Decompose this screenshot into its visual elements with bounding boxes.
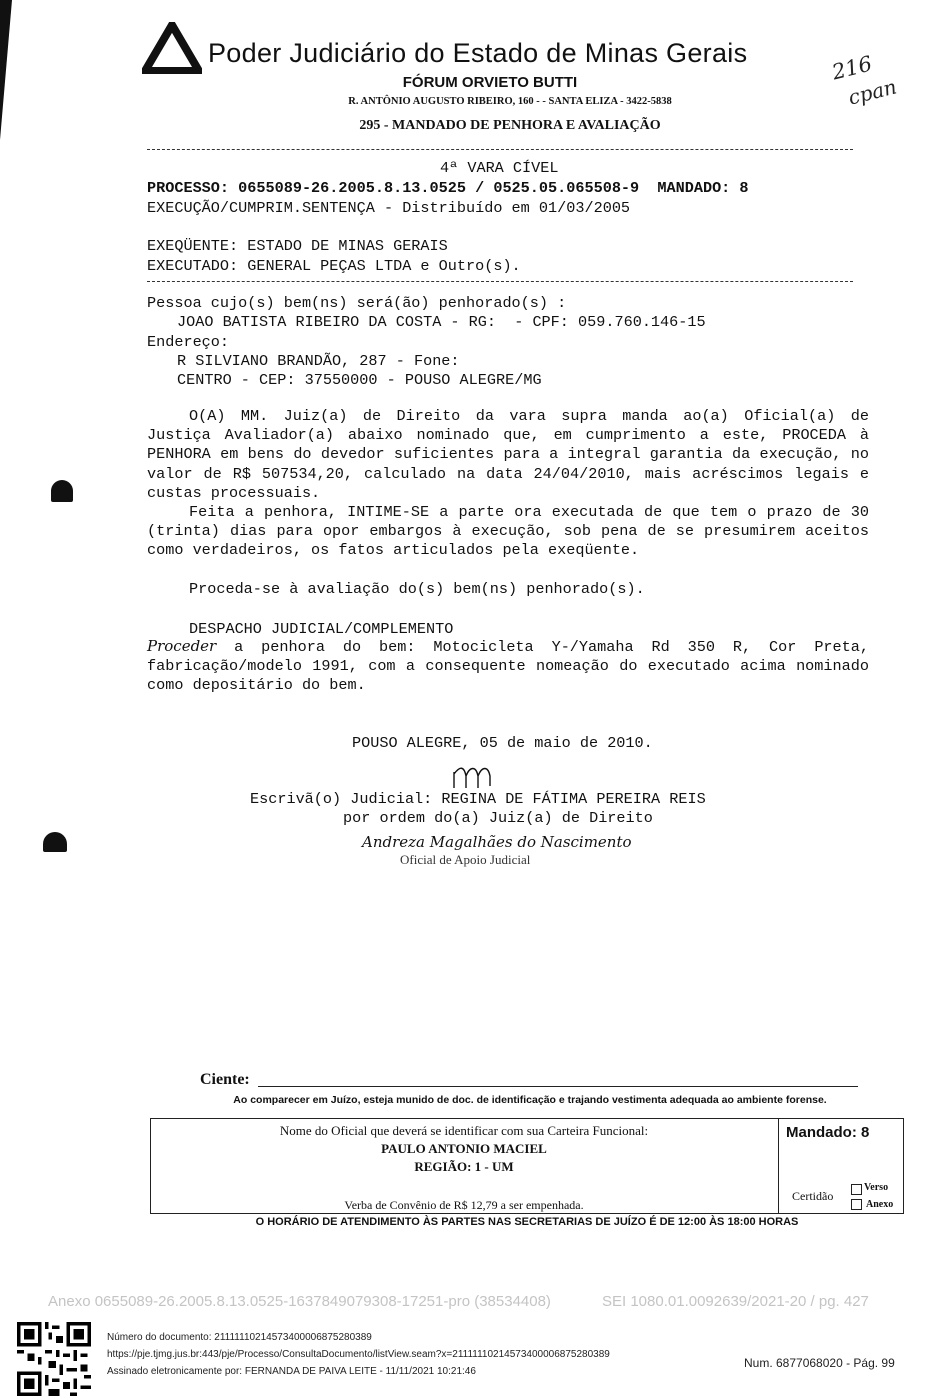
dispatch-title: DESPACHO JUDICIAL/COMPLEMENTO: [189, 620, 454, 638]
officer-region: REGIÃO: 1 - UM: [414, 1159, 514, 1174]
verso-checkbox[interactable]: [851, 1184, 862, 1195]
forum-address: R. ANTÔNIO AUGUSTO RIBEIRO, 160 - - SANTA ELIZA - 3422-5838: [348, 96, 672, 107]
court-division: 4ª VARA CÍVEL: [440, 159, 559, 177]
place-date: POUSO ALEGRE, 05 de maio de 2010.: [352, 734, 653, 752]
margin-annotation: 216: [829, 51, 875, 85]
order-line: por ordem do(a) Juiz(a) de Direito: [343, 809, 653, 827]
ciente-note: Ao comparecer em Juízo, esteja munido de doc. de identificação e trajando vestimenta adequada ao ambiente forense.: [233, 1094, 827, 1106]
fee-note: Verba de Convênio de R$ 12,79 a ser empenhada.: [344, 1198, 584, 1212]
qr-code-icon: [17, 1322, 91, 1396]
dispatch-text: Proceder a penhora do bem: Motocicleta Y-/Yamaha Rd 350 R, Cor Preta, fabricação/modelo 1991, com a consequente nomeação do executado acima nominado como depositário do bem.: [147, 637, 869, 695]
box-heading: Nome do Oficial que deverá se identificar com sua Carteira Funcional:: [279, 1123, 649, 1138]
person-intro: Pessoa cujo(s) bem(ns) será(ão) penhorado(s) :: [147, 294, 567, 312]
order-paragraph-2: Feita a penhora, INTIME-SE a parte ora executada de que tem o prazo de 30 (trinta) dias para opor embargos à execução, sob pena de se presumirem aceitos como verdadeiros, os fatos articulados pela exeqüente.: [147, 503, 869, 560]
divider: [147, 149, 853, 150]
officer-name: PAULO ANTONIO MACIEL: [381, 1141, 547, 1156]
signed-by: Assinado eletronicamente por: FERNANDA DE PAIVA LEITE - 11/11/2021 10:21:46: [107, 1366, 476, 1377]
clerk-line: Escrivã(o) Judicial: REGINA DE FÁTIMA PEREIRA REIS: [250, 790, 706, 808]
anexo-label: Anexo: [866, 1199, 894, 1210]
margin-annotation-2: cpan: [845, 74, 899, 110]
ciente-label: Ciente:: [200, 1071, 250, 1088]
verso-label: Verso: [864, 1182, 889, 1193]
scan-mark: [51, 480, 73, 502]
document-type: 295 - MANDADO DE PENHORA E AVALIAÇÃO: [359, 118, 661, 133]
signature-name: Andreza Magalhães do Nascimento: [362, 833, 632, 851]
clerk-initials-icon: [450, 762, 510, 792]
court-logo-icon: [142, 22, 202, 74]
order-paragraph-1: O(A) MM. Juiz(a) de Direito da vara supra manda ao(a) Oficial(a) de Justiça Avaliador(a) abaixo nominado que, em cumprimento a este, PROCEDA à PENHORA em bens do devedor suficientes para a integral garantia da execução, no valor de R$ 507534,20, calculado na data 24/04/2010, mais acréscimos legais e custas processuais.: [147, 407, 869, 502]
order-paragraph-3: Proceda-se à avaliação do(s) bem(ns) penhorado(s).: [189, 580, 645, 598]
anexo-reference: Anexo 0655089-26.2005.8.13.0525-1637849079308-17251-pro (38534408): [48, 1293, 551, 1310]
certidao-label: Certidão: [792, 1189, 834, 1203]
mandado-number: Mandado: 8: [786, 1124, 870, 1141]
process-line: PROCESSO: 0655089-26.2005.8.13.0525 / 0525.05.065508-9 MANDADO: 8: [147, 179, 749, 197]
document-url[interactable]: https://pje.tjmg.jus.br:443/pje/Processo/ConsultaDocumento/listView.seam?x=21111110214573400006875280389: [107, 1349, 610, 1360]
sei-reference: SEI 1080.01.0092639/2021-20 / pg. 427: [602, 1293, 869, 1310]
action-line: EXECUÇÃO/CUMPRIM.SENTENÇA - Distribuído em 01/03/2005: [147, 199, 631, 217]
page-reference: Num. 6877068020 - Pág. 99: [744, 1356, 895, 1370]
scan-edge: [0, 0, 12, 140]
hours-note: O HORÁRIO DE ATENDIMENTO ÀS PARTES NAS SECRETARIAS DE JUÍZO É DE 12:00 ÀS 18:00 HORAS: [255, 1216, 799, 1228]
defendant-line: EXECUTADO: GENERAL PEÇAS LTDA e Outro(s).: [147, 257, 521, 275]
court-name: Poder Judiciário do Estado de Minas Gerais: [208, 38, 748, 68]
box-divider: [778, 1118, 779, 1214]
address-label: Endereço:: [147, 333, 230, 351]
divider: [147, 281, 853, 282]
plaintiff-line: EXEQÜENTE: ESTADO DE MINAS GERAIS: [147, 237, 448, 255]
scan-mark: [43, 832, 67, 852]
document-number: Número do documento: 21111110214573400006875280389: [107, 1332, 372, 1343]
person-name: JOAO BATISTA RIBEIRO DA COSTA - RG: - CPF: 059.760.146-15: [177, 313, 706, 331]
forum-name: FÓRUM ORVIETO BUTTI: [402, 74, 578, 91]
signature-role: Oficial de Apoio Judicial: [400, 852, 531, 867]
anexo-checkbox[interactable]: [851, 1199, 862, 1210]
ciente-signature-line: [258, 1086, 858, 1087]
address-street: R SILVIANO BRANDÃO, 287 - Fone:: [177, 352, 460, 370]
address-city: CENTRO - CEP: 37550000 - POUSO ALEGRE/MG: [177, 371, 542, 389]
